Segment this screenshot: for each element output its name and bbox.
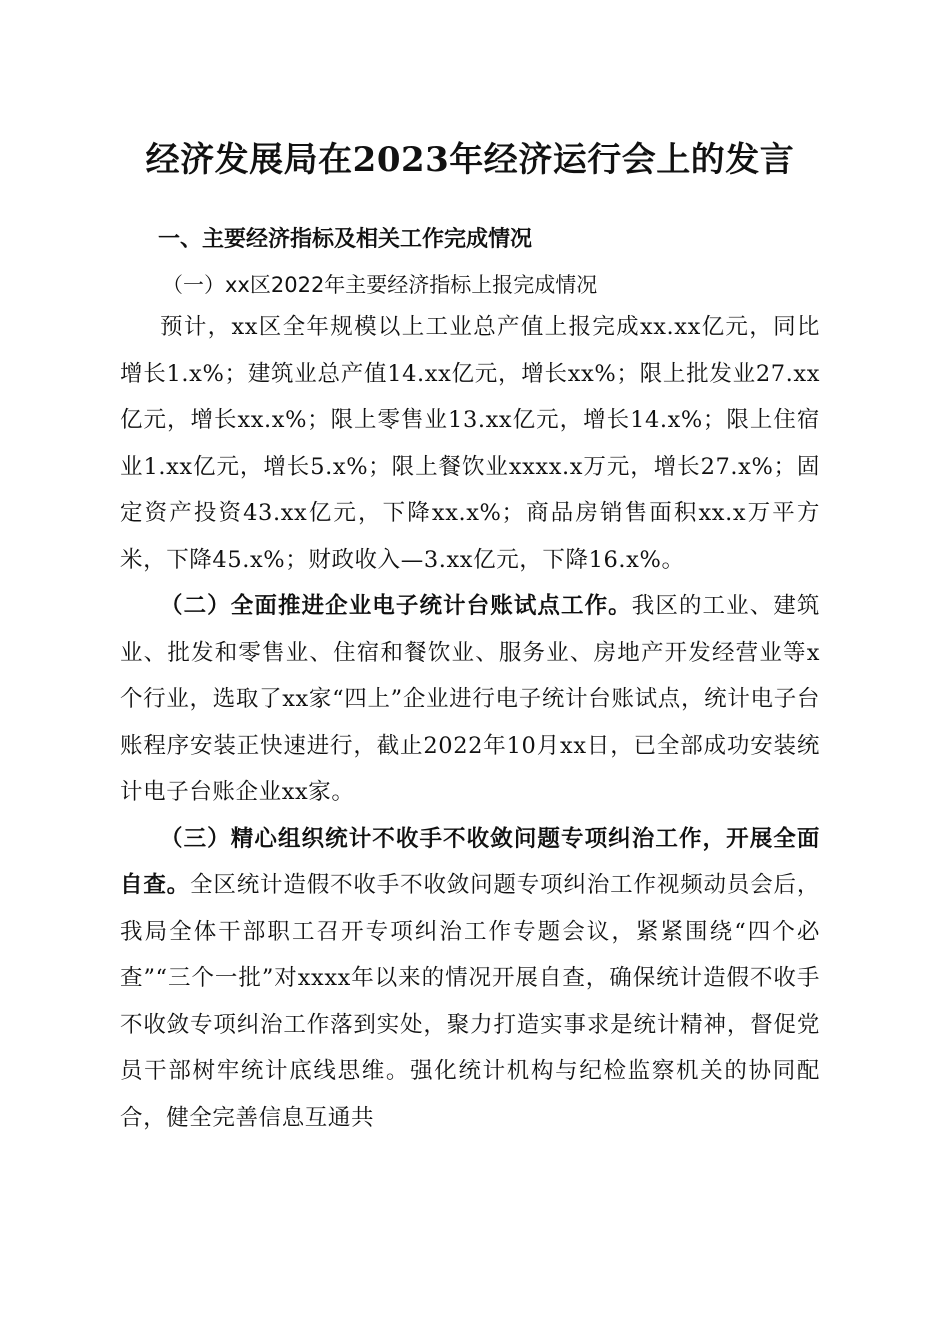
paragraph-lead-3: （三）精心组织统计不收手不收敛问题专项纠治工作，开展全面自查。 [120, 825, 820, 898]
paragraph-ledger-pilot [120, 583, 820, 816]
paragraph-body-3: 全区统计造假不收手不收敛问题专项纠治工作视频动员会后，我局全体干部职工召开专项纠治工作专题会议，紧紧围绕“四个必查”“三个一批”对xxxx年以来的情况开展自查，确保统计造假不收手不收敛专项纠治工作落到实处，聚力打造实事求是统计精神，督促党员干部树牢统计底线思维。强化统计机构与纪检监察机关的协同配合，健全完善信息互通共 [120, 872, 820, 1131]
paragraph-indicators: 预计，xx区全年规模以上工业总产值上报完成xx.xx亿元，同比增长1.x%；建筑业总产值14.xx亿元，增长xx%；限上批发业27.xx亿元，增长xx.x%；限上零售业13.xx亿元，增长14.x%；限上住宿业1.xx亿元，增长5.x%；限上餐饮业xxxx.x万元，增长27.x%；固定资产投资43.xx亿元，下降xx.x%；商品房销售面积xx.x万平方米，下降45.x%；财政收入—3.xx亿元，下降16.x%。 [120, 314, 820, 573]
paragraph-self-inspection [120, 816, 820, 1142]
subsection-heading-1: （一）xx区2022年主要经济指标上报完成情况 [162, 273, 598, 297]
document-title: 经济发展局在2023年经济运行会上的发言 [145, 140, 795, 180]
paragraph-lead-2: （二）全面推进企业电子统计台账试点工作。 [160, 593, 632, 619]
section-heading-1: 一、主要经济指标及相关工作完成情况 [158, 227, 533, 252]
paragraph-body-2: 我区的工业、建筑业、批发和零售业、住宿和餐饮业、服务业、房地产开发经营业等x个行业，选取了xx家“四上”企业进行电子统计台账试点，统计电子台账程序安装正快速进行，截止2022年10月xx日，已全部成功安装统计电子台账企业xx家。 [120, 593, 820, 805]
